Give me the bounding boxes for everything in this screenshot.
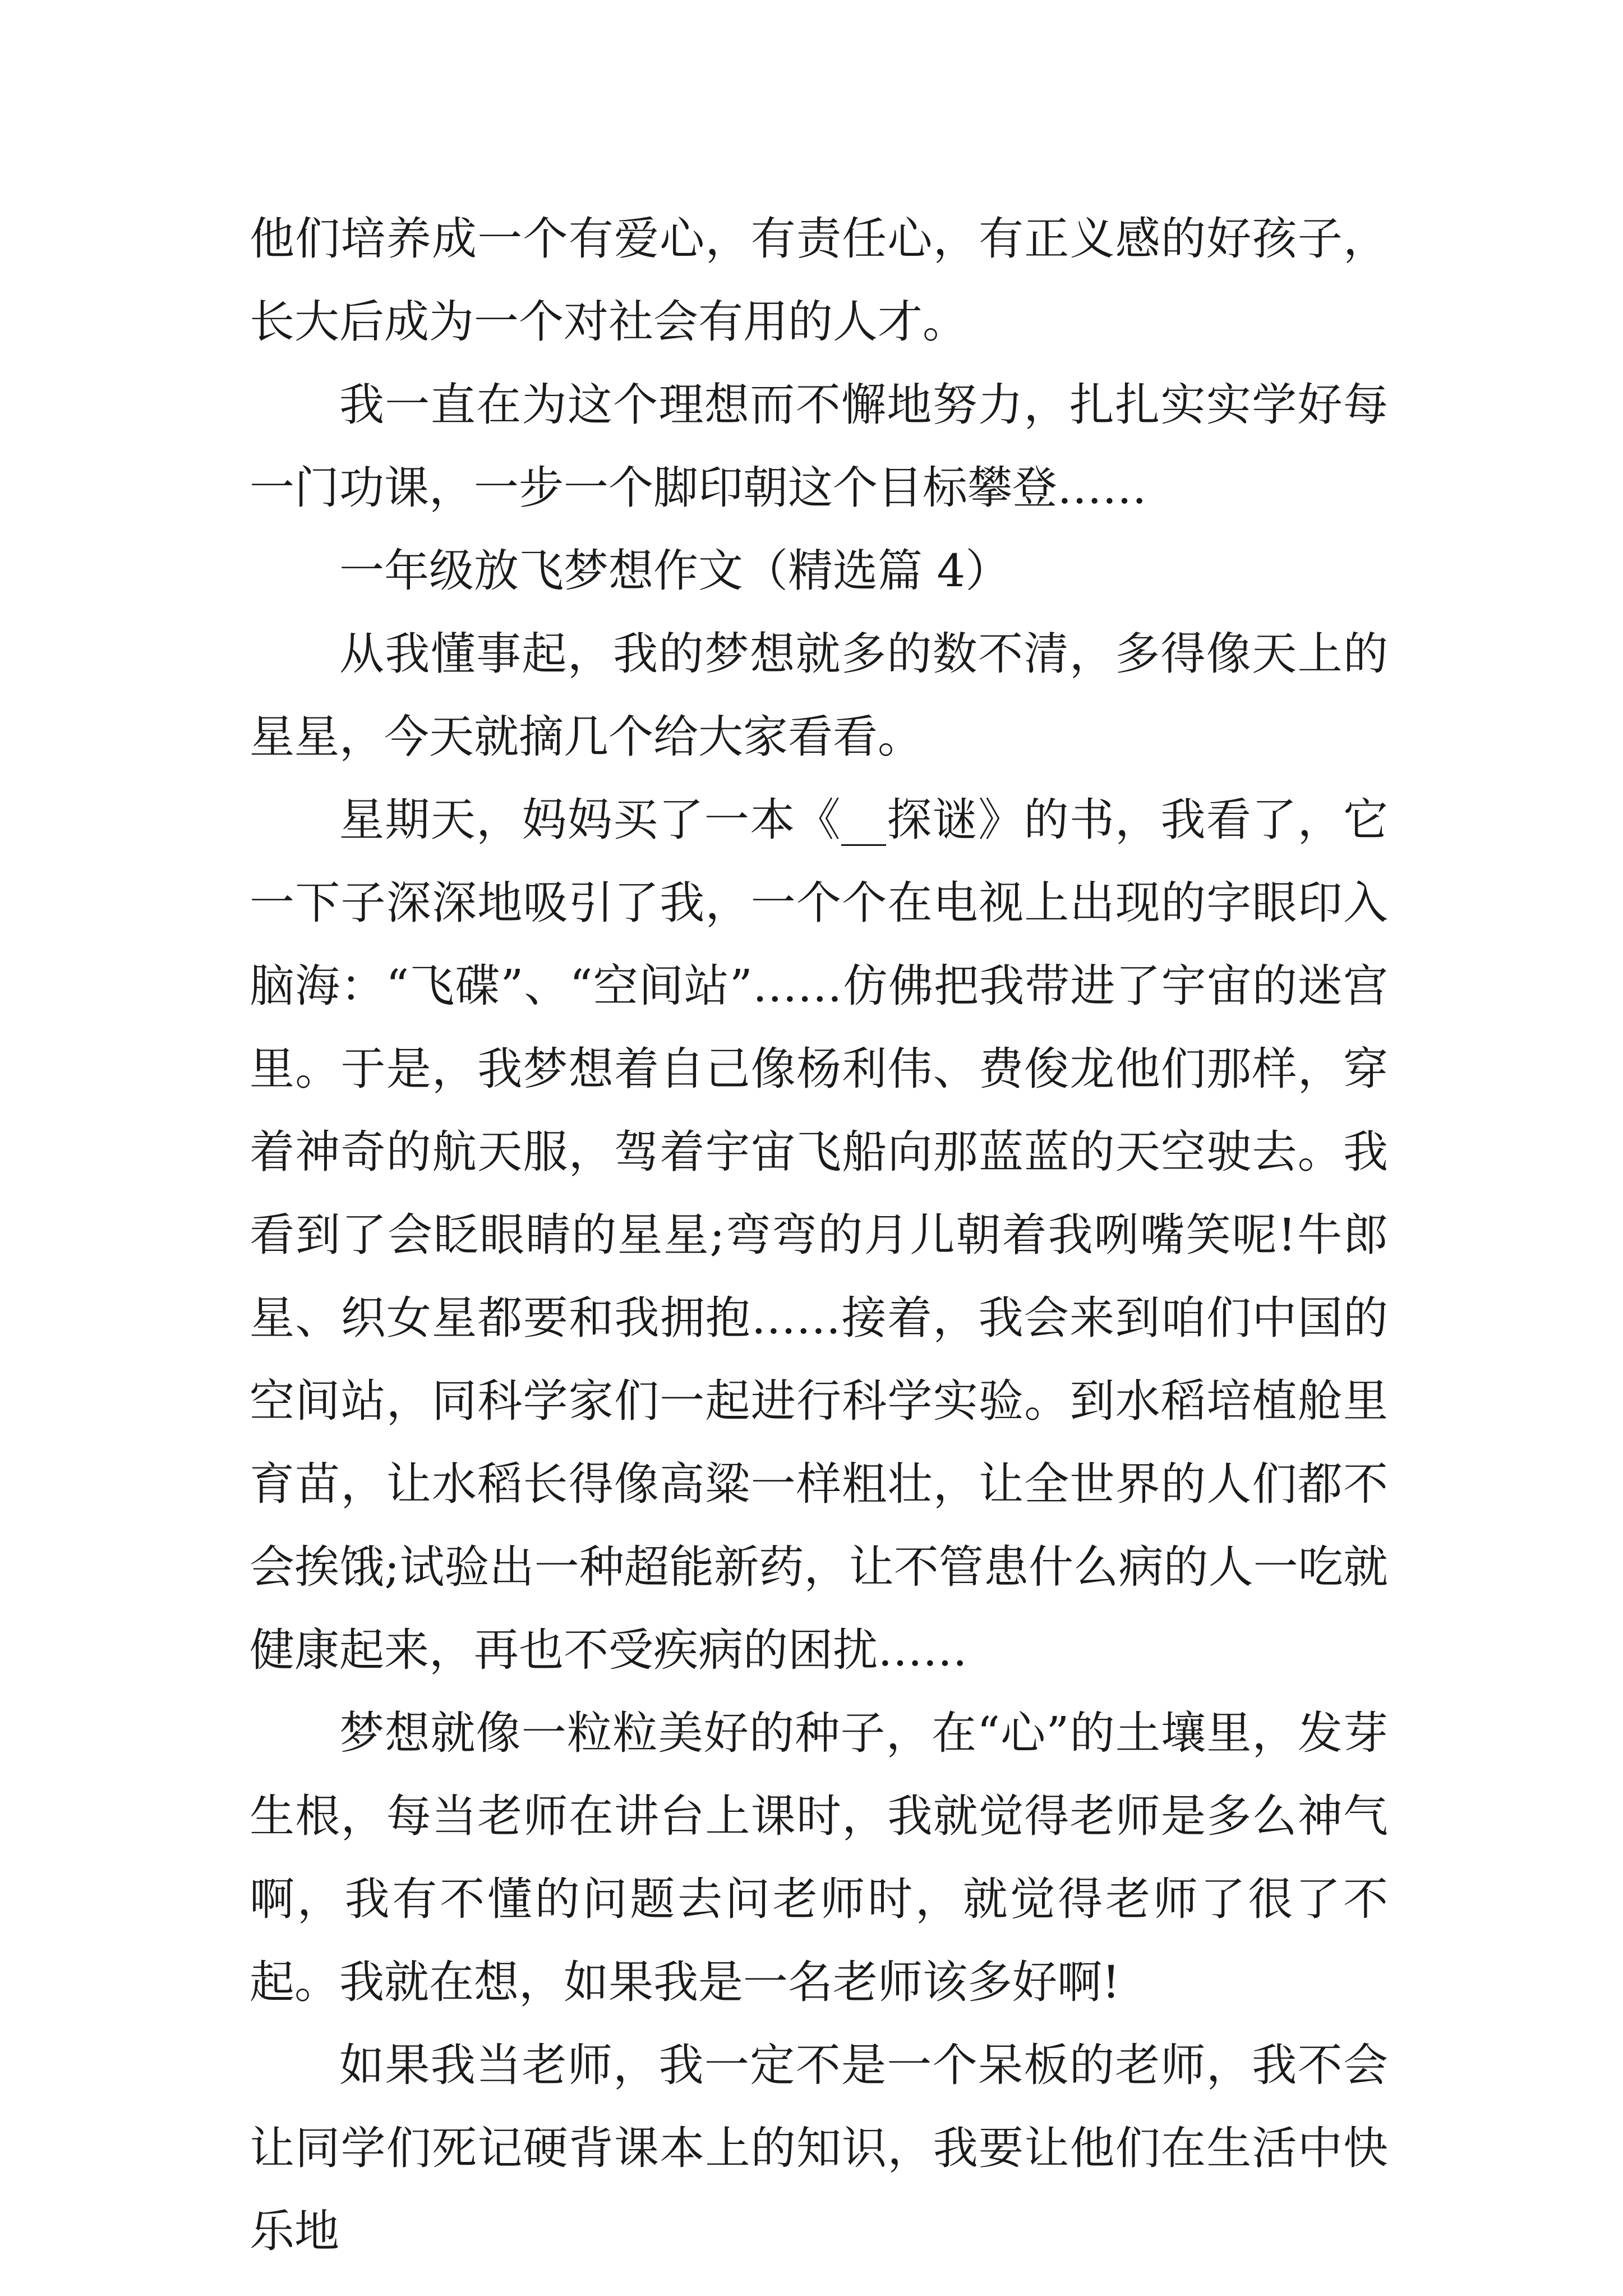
document-body xyxy=(250,197,1388,2273)
paragraph: 星期天，妈妈买了一本《__探谜》的书，我看了，它一下子深深地吸引了我，一个个在电视上出现的字眼印入脑海：“飞碟”、“空间站”……仿佛把我带进了宇宙的迷宫里。于是，我梦想着自己像杨利伟、费俊龙他们那样，穿着神奇的航天服，驾着宇宙飞船向那蓝蓝的天空驶去。我看到了会眨眼睛的星星;弯弯的月儿朝着我咧嘴笑呢!牛郎星、织女星都要和我拥抱……接着，我会来到咱们中国的空间站，同科学家们一起进行科学实验。到水稻培植舱里育苗，让水稻长得像高粱一样粗壮，让全世界的人们都不会挨饿;试验出一种超能新药，让不管患什么病的人一吃就健康起来，再也不受疾病的困扰…… xyxy=(250,794,1388,1676)
paragraph: 从我懂事起，我的梦想就多的数不清，多得像天上的星星，今天就摘几个给大家看看。 xyxy=(250,628,1388,763)
section-heading: 一年级放飞梦想作文（精选篇 4） xyxy=(339,545,1011,597)
paragraph-continued: 他们培养成一个有爱心，有责任心，有正义感的好孩子，长大后成为一个对社会有用的人才。 xyxy=(250,213,1388,348)
paragraph: 我一直在为这个理想而不懈地努力，扎扎实实学好每一门功课，一步一个脚印朝这个目标攀登…… xyxy=(250,379,1388,514)
paragraph: 如果我当老师，我一定不是一个呆板的老师，我不会让同学们死记硬背课本上的知识，我要让他们在生活中快乐地 xyxy=(250,2039,1388,2257)
paragraph: 梦想就像一粒粒美好的种子，在“心”的土壤里，发芽生根，每当老师在讲台上课时，我就觉得老师是多么神气啊，我有不懂的问题去问老师时，就觉得老师了很了不起。我就在想，如果我是一名老师该多好啊! xyxy=(250,1707,1388,2008)
